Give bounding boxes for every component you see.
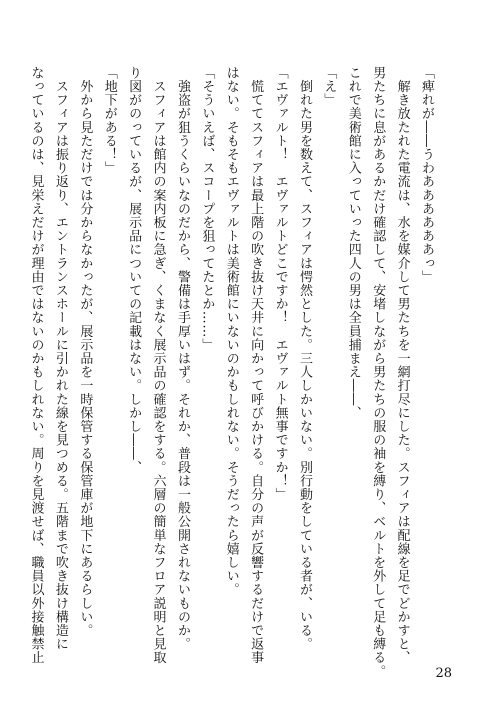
page-number: 28: [435, 666, 452, 681]
text-line: これで美術館に入っていった四人の男は全員捕まえ――、: [345, 66, 361, 420]
text-line: 「痺れが――うわああああああっ」: [419, 66, 434, 284]
text-line: 倒れた男を数えて、スフィアは愕然とした。三人しかいない。別行動をしている者が、いる。: [296, 66, 312, 651]
text-line: スフィアは振り返り、エントランスホールに引かれた線を見つめる。五階まで吹き抜け構造に: [52, 66, 68, 651]
text-line: 「え」: [321, 66, 337, 107]
text-line: 男たちに息があるかだけ確認して、安堵しながら男たちの服の袖を縛り、ベルトを外して足も縛る。: [370, 66, 386, 678]
text-line: 解き放たれた電流は、水を媒介して男たちを一網打尽にした。スフィアは配線を足でどかすと、: [394, 66, 410, 665]
text-line: 「そういえば、スコープを狙ってたとか……」: [199, 66, 215, 352]
text-line: 外から見ただけでは分からなかったが、展示品を一時保管する保管庫が地下にあるらしい。: [77, 66, 93, 638]
text-line: り図がのっているが、展示品についての記載はない。しかし――、: [126, 66, 142, 474]
text-line: 慌ててスフィアは最上階の吹き抜け天井に向かって呼びかける。自分の声が反響するだけで返事: [248, 66, 264, 665]
text-line: はない。そもそもエヴァルトは美術館にいないのかもしれない。そうだったら嬉しい。: [223, 66, 239, 597]
text-line: スフィアは館内の案内板に急ぎ、くまなく展示品の確認をする。六層の簡単なフロア説明と見取: [150, 66, 166, 665]
text-line: なっているのは、見栄えだけが理由ではないのかもしれない。周りを見渡せば、職員以外接触禁止: [28, 66, 44, 665]
body-text: [28, 66, 438, 678]
text-line: 「エヴァルト！ エヴァルトどこですか！ エヴァルト無事ですか！」: [272, 66, 288, 502]
text-line: 強盗が狙うくらいなのだから、警備は手厚いはず。それか、普段は一般公開されないものか。: [174, 66, 190, 651]
text-line: 「地下がある！」: [101, 66, 117, 175]
